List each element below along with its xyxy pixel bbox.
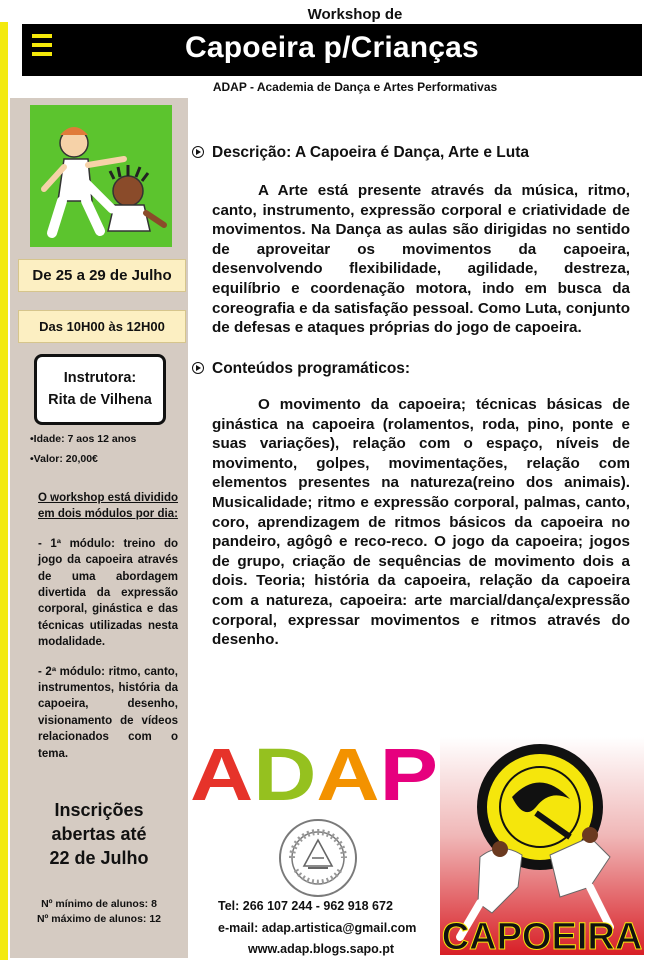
adap-logo-text: A D A P: [190, 740, 429, 806]
contact-email[interactable]: e-mail: adap.artistica@gmail.com: [218, 921, 417, 935]
description-body: A Arte está presente através da música, ritmo, canto, instrumento, expressão corporal e criatividade de movimentos. Na Dança as aulas são dirigidas no sentido de aproveitar os movimentos da capoeira, desenvolvendo flexibilidade, agilidade, destreza, equilíbrio e coordenação motora, indo em busca da coreografia e da satisfação pessoal. Como Luta, conjunto de defesas e ataques próprias do jogo de capoeira.: [212, 182, 630, 337]
program-heading: Conteúdos programáticos:: [212, 360, 411, 377]
age-info: •Idade: 7 aos 12 anos: [30, 433, 137, 445]
division-intro: O workshop está dividido em dois módulos por dia:: [38, 492, 178, 521]
instructor-label: Instrutora:: [63, 370, 137, 386]
contact-phone: Tel: 266 107 244 - 962 918 672: [218, 899, 393, 913]
registration-deadline: Inscrições abertas até 22 de Julho: [49, 800, 149, 868]
capoeira-kids-illustration: [30, 105, 172, 247]
instructor-box: [34, 354, 166, 425]
program-bullet-icon: [192, 362, 204, 374]
price-info: •Valor: 20,00€: [30, 453, 98, 465]
dates-box: De 25 a 29 de Julho: [18, 259, 186, 292]
organization-subtitle: ADAP - Academia de Dança e Artes Performativas: [212, 80, 498, 94]
yellow-accent-bar: [0, 22, 8, 960]
hours-box: Das 10H00 às 12H00: [18, 310, 186, 343]
workshop-label: Workshop de: [307, 6, 403, 23]
badge-word: CAPOEIRA: [441, 916, 643, 955]
module-info: [38, 490, 178, 762]
capoeira-group-badge: [440, 737, 644, 955]
adap-logo: [190, 740, 440, 806]
page-title: Capoeira p/Crianças: [185, 31, 479, 64]
society-seal: [278, 818, 358, 898]
min-students: Nº mínimo de alunos: 8: [41, 898, 157, 910]
description-heading: Descrição: A Capoeira é Dança, Arte e Luta: [212, 144, 530, 161]
description-bullet-icon: [192, 146, 204, 158]
instructor-name: Rita de Vilhena: [48, 392, 152, 408]
module-2-description: - 2ª módulo: ritmo, canto, instrumentos, história da capoeira, desenho, visionamento de vídeos relacionados com o tema.: [38, 665, 178, 760]
module-1-description: - 1ª módulo: treino do jogo da capoeira através de uma abordagem divertida da expressão corporal, ginástica e das técnicas utilizadas nesta modalidade.: [38, 537, 178, 649]
max-students: Nº máximo de alunos: 12: [36, 913, 162, 925]
contact-website[interactable]: www.adap.blogs.sapo.pt: [248, 942, 395, 956]
program-body: O movimento da capoeira; técnicas básicas de ginástica na capoeira (rolamentos, roda, pino, ponte e suas variações), relação com o espaço, níveis de movimento, golpes, movimentações, relação com elementos presentes na natureza(reino dos animais). Musicalidade; ritmo e expressão corporal, palmas, canto, coro, aprendizagem de ritmos básicos da capoeira no pandeiro, agôgô e reco-reco. O jogo da capoeira; jogos de grupo, criação de sequências de movimento dois a dois. Teoria; história da capoeira, relação da capoeira com a natureza, capoeira: arte marcial/dança/expressão corporal, expressar movimentos e ritmos através do desenho.: [212, 396, 630, 649]
